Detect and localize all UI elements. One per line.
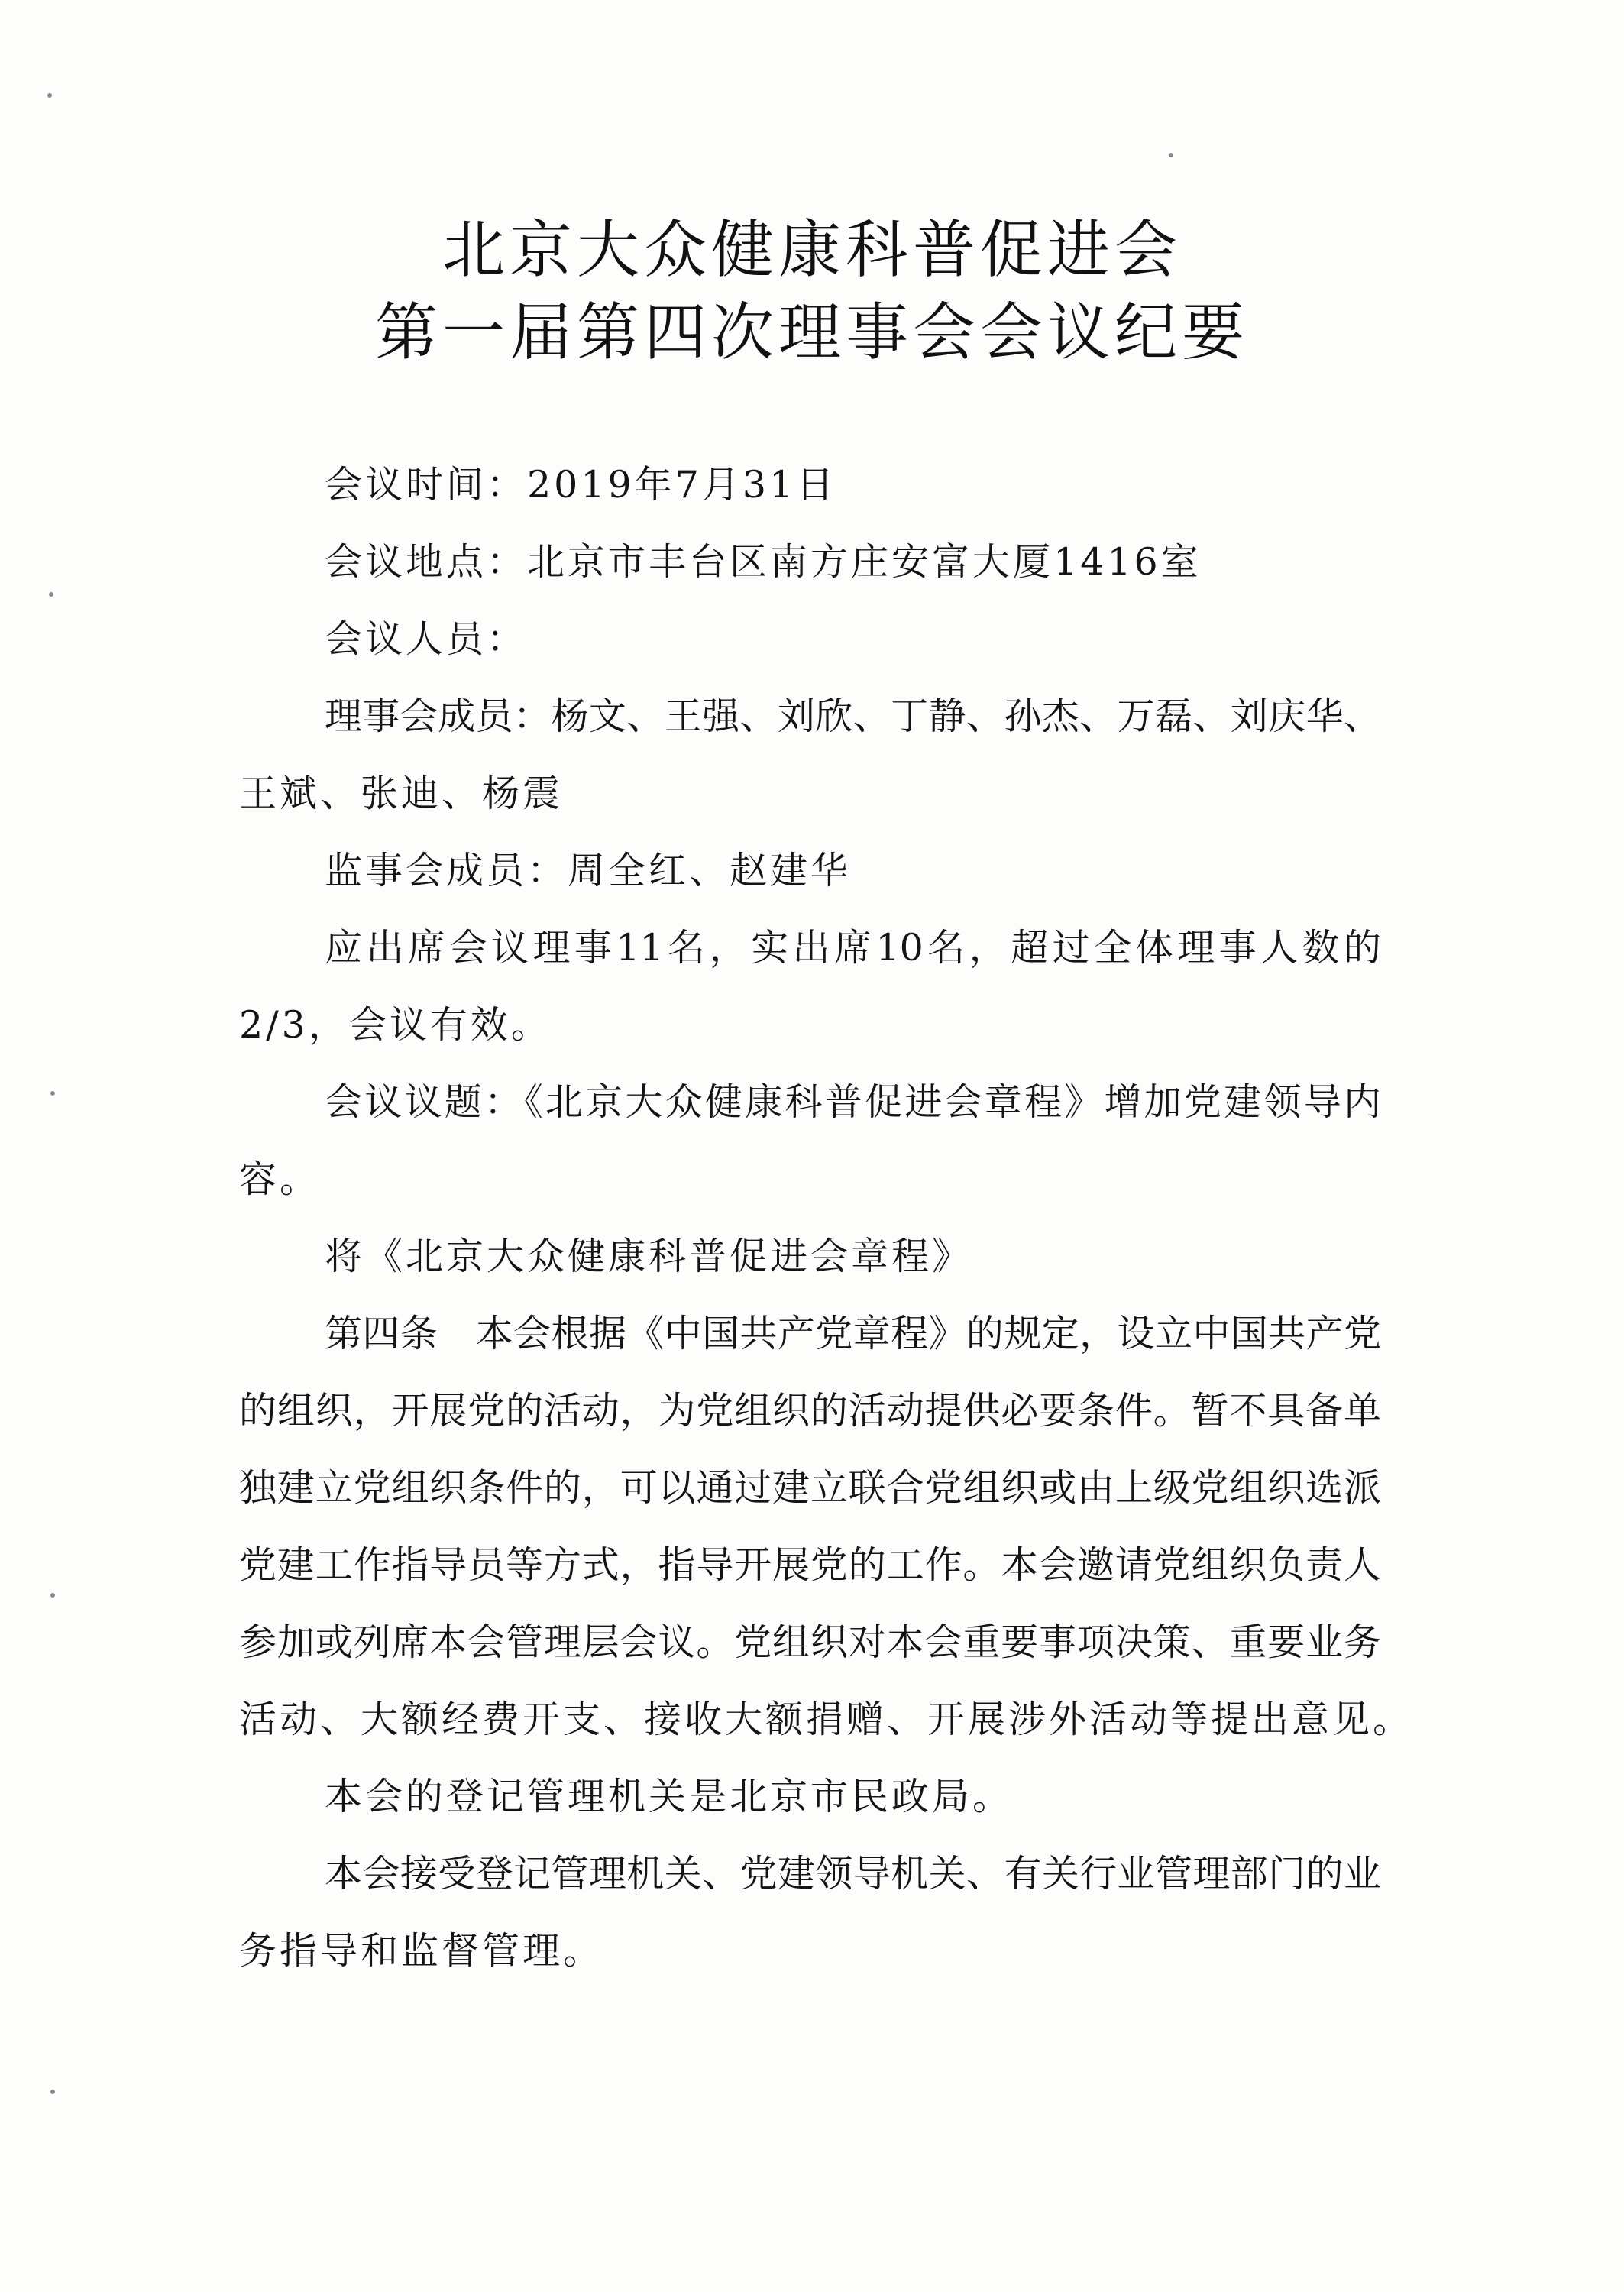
- supervision-line1: 本会接受登记管理机关、党建领导机关、有关行业管理部门的业: [325, 1852, 1381, 1895]
- attendance-line2: 2/3，会议有效。: [239, 1003, 552, 1047]
- scan-speck: [50, 2090, 55, 2094]
- article4-line5: 参加或列席本会管理层会议。党组织对本会重要事项决策、重要业务: [239, 1620, 1381, 1664]
- council-members-line2: 王斌、张迪、杨震: [239, 772, 564, 815]
- meeting-place: 会议地点：北京市丰台区南方庄安富大厦1416室: [325, 540, 1202, 584]
- registration-authority: 本会的登记管理机关是北京市民政局。: [325, 1775, 1014, 1818]
- document-title-line1: 北京大众健康科普促进会: [442, 214, 1182, 286]
- scan-speck: [49, 592, 53, 597]
- topic-line2: 容。: [239, 1157, 321, 1201]
- meeting-people-label: 会议人员：: [325, 617, 528, 661]
- attendance-line1: 应出席会议理事11名，实出席10名，超过全体理事人数的: [325, 926, 1381, 970]
- article4-line2: 的组织，开展党的活动，为党组织的活动提供必要条件。暂不具备单: [239, 1389, 1381, 1432]
- article4-line1: 第四条 本会根据《中国共产党章程》的规定，设立中国共产党: [325, 1312, 1381, 1355]
- document-title-line2: 第一届第四次理事会会议纪要: [374, 296, 1249, 369]
- scan-speck: [50, 1091, 55, 1096]
- topic-line1: 会议议题：《北京大众健康科普促进会章程》增加党建领导内: [325, 1080, 1381, 1124]
- scan-speck: [1169, 153, 1173, 157]
- article4-line3: 独建立党组织条件的，可以通过建立联合党组织或由上级党组织选派: [239, 1466, 1381, 1510]
- supervisors: 监事会成员：周全红、赵建华: [325, 849, 852, 892]
- amend-intro: 将《北京大众健康科普促进会章程》: [325, 1235, 973, 1278]
- meeting-time: 会议时间：2019年7月31日: [325, 463, 837, 507]
- supervision-line2: 务指导和监督管理。: [239, 1929, 604, 1973]
- article4-line6: 活动、大额经费开支、接收大额捐赠、开展涉外活动等提出意见。: [239, 1698, 1414, 1741]
- article4-line4: 党建工作指导员等方式，指导开展党的工作。本会邀请党组织负责人: [239, 1543, 1381, 1587]
- scan-speck: [50, 1593, 55, 1598]
- council-members-line1: 理事会成员：杨文、王强、刘欣、丁静、孙杰、万磊、刘庆华、: [325, 694, 1381, 738]
- scan-speck: [47, 93, 52, 98]
